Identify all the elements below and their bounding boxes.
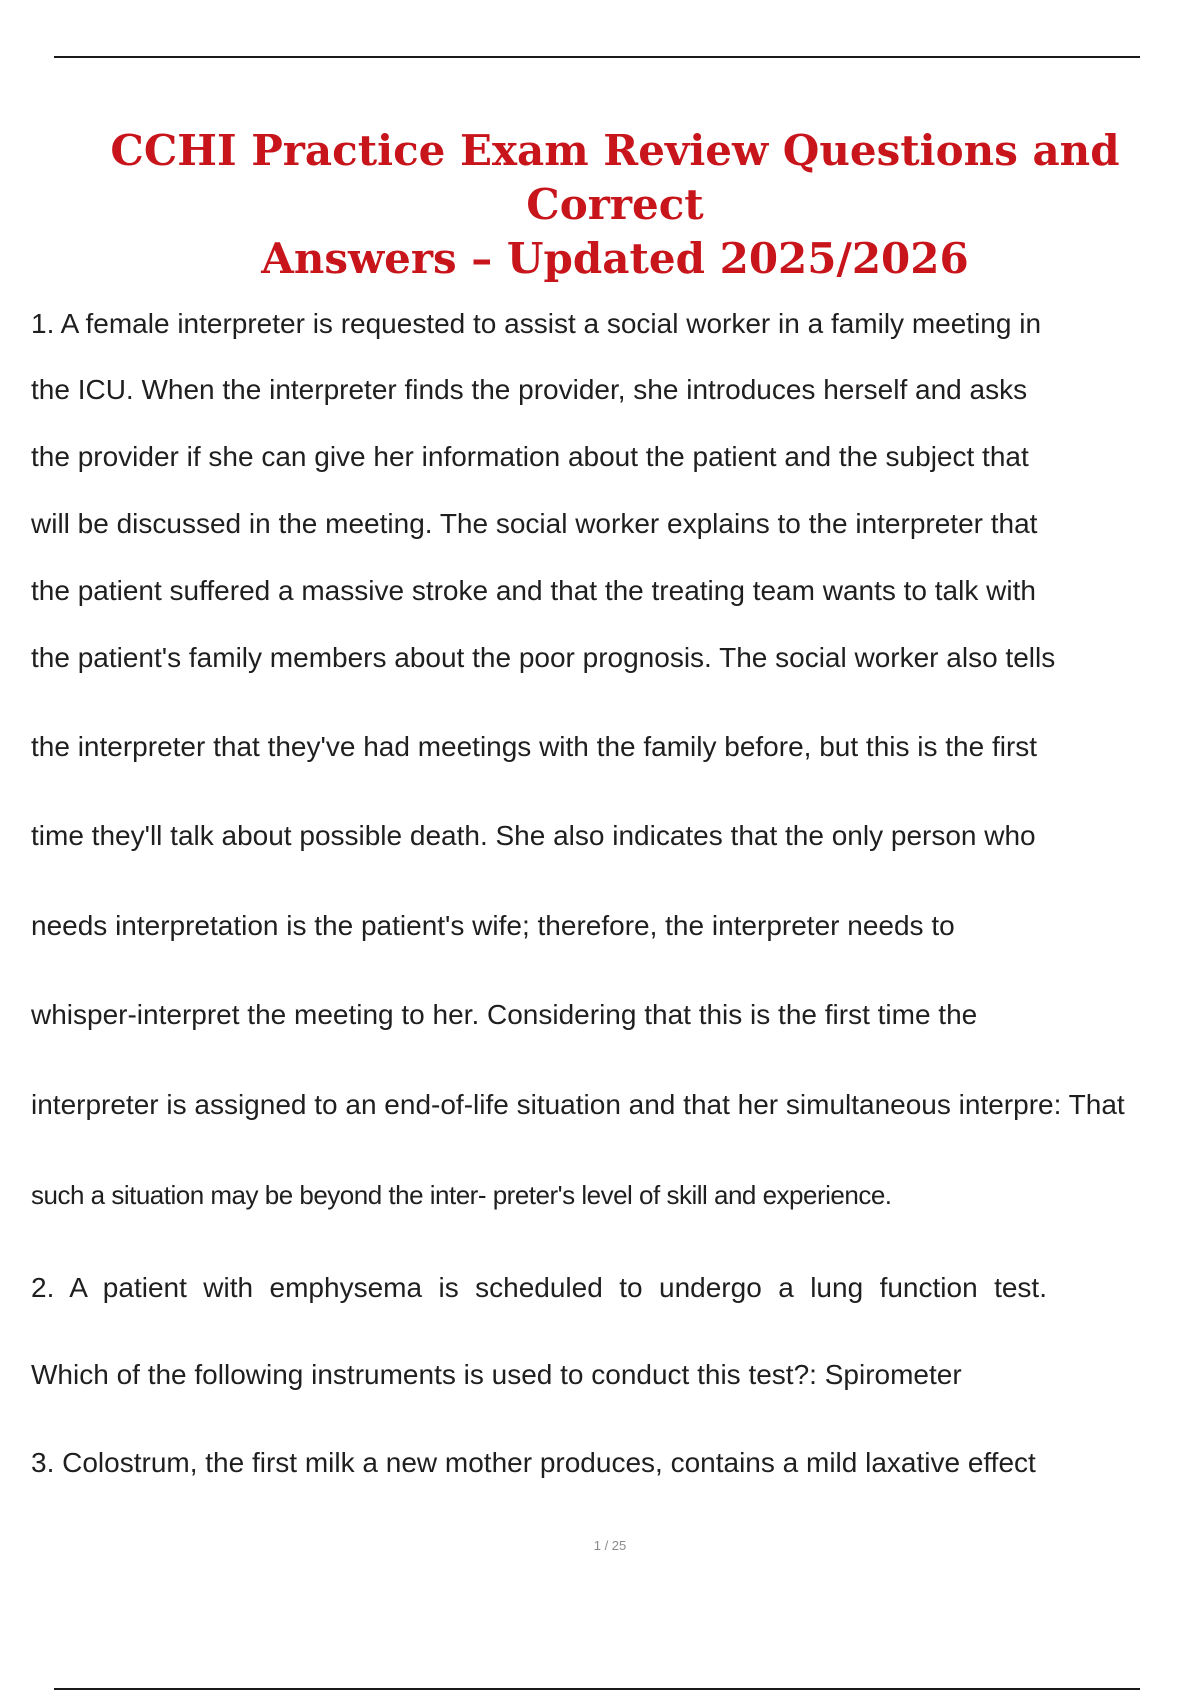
question-3-line: 3. Colostrum, the first milk a new mother produces, contains a mild laxative effect [31,1447,1036,1478]
question-1-line: interpreter is assigned to an end-of-life situation and that her simultaneous interpre: That [31,1089,1125,1120]
question-1-line: the patient's family members about the poor prognosis. The social worker also tells [31,642,1056,673]
question-1-line: the provider if she can give her information about the patient and the subject that [31,441,1029,472]
question-1-line: needs interpretation is the patient's wife; therefore, the interpreter needs to [31,910,955,941]
bottom-rule [54,1688,1140,1690]
question-1-line: whisper-interpret the meeting to her. Considering that this is the first time the [31,999,978,1030]
question-1-line: the patient suffered a massive stroke and that the treating team wants to talk with [31,575,1036,606]
question-1-answer-line: such a situation may be beyond the inter- preter's level of skill and experience. [31,1180,892,1210]
question-1-line: the interpreter that they've had meetings with the family before, but this is the first [31,731,1038,762]
document-title [40,124,1190,286]
question-1-line: time they'll talk about possible death. She also indicates that the only person who [31,820,1036,851]
question-1-line: the ICU. When the interpreter finds the provider, she introduces herself and asks [31,374,1028,405]
question-1-line: 1. A female interpreter is requested to assist a social worker in a family meeting in [31,308,1042,339]
title-line-2: Answers – Updated 2025/2026 [261,234,969,283]
question-1-line: will be discussed in the meeting. The social worker explains to the interpreter that [31,508,1038,539]
title-line-1: CCHI Practice Exam Review Questions and Correct [110,126,1120,229]
page-number: 1 / 25 [593,1538,627,1553]
top-rule [54,56,1140,58]
question-2-line: 2. A patient with emphysema is scheduled to undergo a lung function test. [31,1272,1047,1303]
question-2-line: Which of the following instruments is used to conduct this test?: Spirometer [31,1359,962,1390]
